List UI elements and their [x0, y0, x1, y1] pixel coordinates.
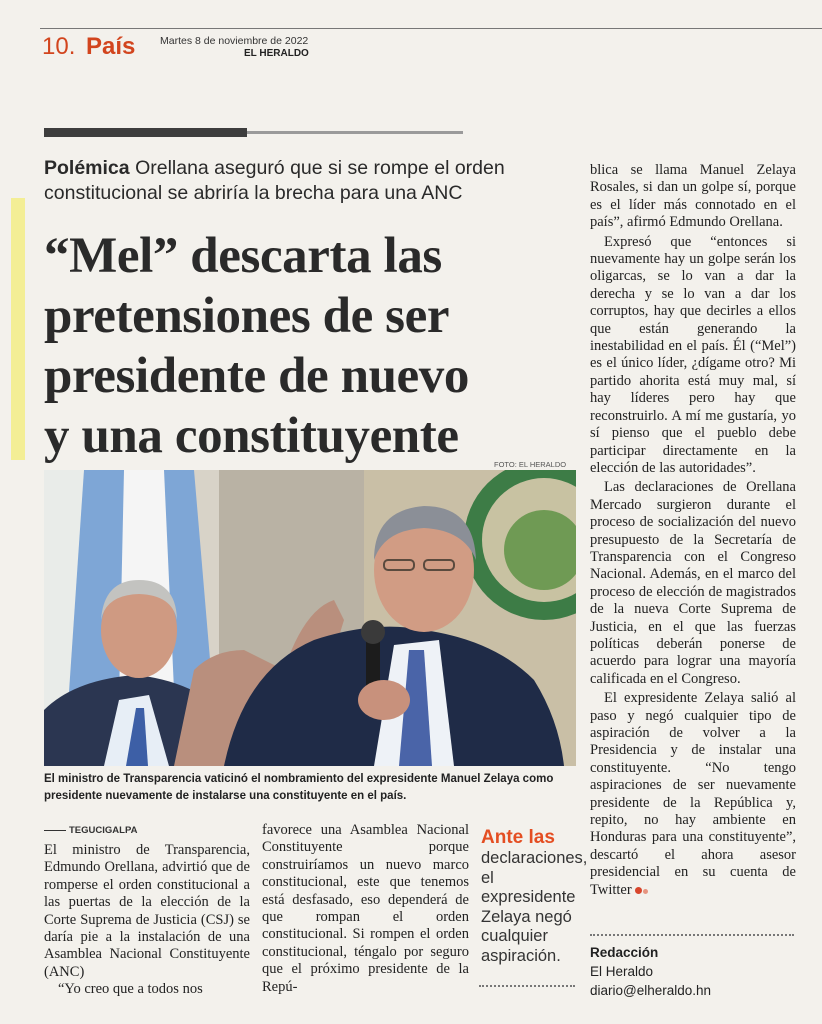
article-top-bar [44, 128, 247, 137]
pull-quote-rule [479, 985, 575, 987]
body-paragraph: Las declaraciones de Orellana Mercado surgieron durante el proceso de socialización del nuevo presupuesto de la Secretaría de Transparencia con el Congreso Nacional. Además, en el marco del proceso de elección de magistrados de la nueva Corte Suprema de Justicia, en el que las fuerzas políticas deberán ponerse de acuerdo para lograr una mayoría calificada en el Congreso. [590, 479, 796, 687]
article-top-rule [247, 131, 463, 134]
byline-rule [590, 934, 794, 936]
end-mark-icon [643, 889, 648, 894]
headline-line: pretensiones de ser [44, 288, 450, 344]
page-number: 10. [42, 33, 76, 60]
photo-caption: El ministro de Transparencia vaticinó el nombramiento del expresidente Manuel Zelaya como presidente nuevamente de instalarse una constituyente en el país. [44, 773, 554, 802]
kicker-text: Orellana aseguró que si se rompe el orden constitucional se abriría la brecha para una ANC [44, 157, 505, 204]
dateline-rule [44, 830, 66, 831]
kicker [44, 156, 574, 206]
end-mark-icon [635, 887, 642, 894]
pull-quote-body: declaraciones, el expresidente Zelaya negó cualquier aspiración. [481, 849, 588, 965]
headline [44, 226, 584, 466]
body-column-1 [44, 842, 250, 999]
dateline [44, 825, 137, 836]
byline-email: diario@elheraldo.hn [590, 983, 712, 998]
body-paragraph-last [590, 690, 796, 899]
body-text: El expresidente Zelaya salió al paso y negó cualquier tipo de aspiración de volver a la Presidencia y de instalar una constituyente. “No tengo aspiraciones de ser nuevamente presidente de la República y, repito, no hay ambiente en Honduras para una constituyente”, descartó el ahora asesor presidencial en su cuenta de Twitter [590, 690, 796, 898]
pull-quote-head: Ante las [481, 827, 555, 848]
byline-paper: El Heraldo [590, 964, 654, 979]
issue-date: Martes 8 de noviembre de 2022 [160, 35, 309, 47]
headline-line: “Mel” descarta las [44, 228, 442, 284]
body-column-3 [590, 162, 796, 899]
headline-line: y una constituyente [44, 408, 459, 464]
section-name: País [86, 33, 136, 60]
photo-illustration [44, 470, 576, 766]
newspaper-name: EL HERALDO [244, 48, 309, 59]
kicker-label: Polémica [44, 157, 130, 179]
highlighter-mark [11, 198, 25, 460]
body-paragraph: favorece una Asamblea Nacional Constituyente porque construiríamos un nuevo marco constitucional, este que tenemos está desfasado, eso dependerá de que rompan el orden constitucional. Si rompen el orden constitucional, téngalo por seguro que el próximo presidente de la Repú- [262, 822, 469, 995]
byline-title: Redacción [590, 945, 659, 960]
body-paragraph: Expresó que “entonces si nuevamente hay un golpe serán los oligarcas, se lo van a dar la derecha y se lo van a dar los corruptos, hay que decirles a ellos que están generando la inestabilidad en el país. Él (“Mel”) es el único líder, ¿dígame otro? Mi partido ahorita está muy mal, sí hay líderes pero hay que reconstruirlo. A mí me gustaría, yo sí pienso que el pueblo debe participar directamente en la elección de las autoridades”. [590, 233, 796, 476]
dateline-text: TEGUCIGALPA [69, 825, 138, 836]
article-photo [44, 470, 576, 766]
body-paragraph: “Yo creo que a todos nos [58, 981, 203, 998]
body-paragraph: blica se llama Manuel Zelaya Rosales, si dan un golpe sí, porque es el líder más connotado en el país”, afirmó Edmundo Orellana. [590, 162, 796, 231]
headline-line: presidente de nuevo [44, 348, 469, 404]
photo-credit: FOTO: EL HERALDO [494, 460, 567, 469]
body-column-2 [262, 822, 469, 996]
header-rule [40, 28, 822, 29]
body-paragraph: El ministro de Transparencia, Edmundo Orellana, advirtió que de romperse el orden constitucional a las puertas de la elección de la Corte Suprema de Justicia (CSJ) se daría pie a la instalación de una Asamblea Nacional Constituyente (ANC) [44, 842, 250, 980]
